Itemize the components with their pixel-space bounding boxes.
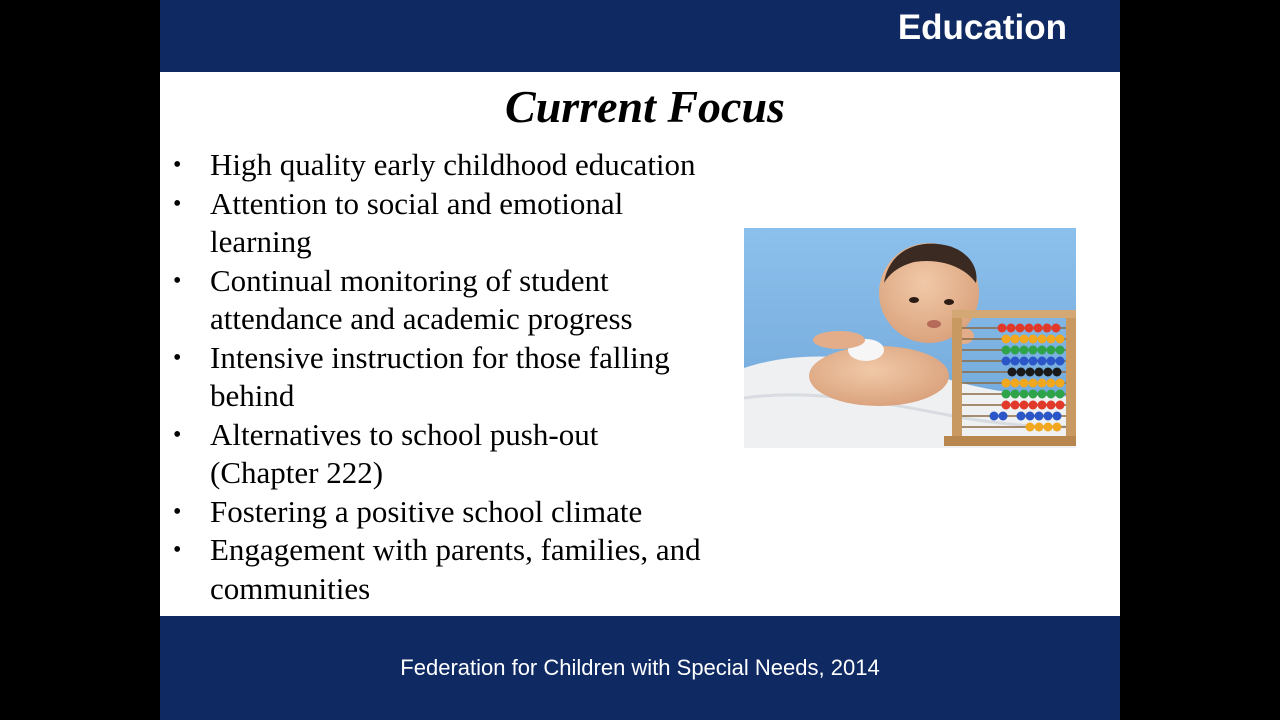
footer-text: Federation for Children with Special Needs, 2014 — [400, 655, 880, 680]
baby-arm — [813, 331, 865, 349]
bullet-text: Engagement with parents, families, and — [210, 532, 701, 567]
abacus-frame-right — [1066, 310, 1076, 442]
bullet-text-continued: (Chapter 222) — [210, 455, 384, 490]
bullet-text: Intensive instruction for those falling — [210, 339, 670, 375]
presentation-slide — [160, 0, 1120, 720]
bullet-icon: • — [173, 537, 182, 563]
bullet-item — [170, 416, 790, 493]
section-title: Education — [897, 8, 1067, 47]
bullet-icon: • — [173, 190, 182, 217]
bullet-item — [170, 146, 790, 185]
bullet-text-continued: learning — [210, 224, 312, 259]
bullet-text-continued: communities — [210, 570, 371, 606]
bullet-item — [170, 262, 790, 339]
bullet-text: Alternatives to school push-out — [210, 416, 599, 452]
bullet-list — [170, 146, 790, 608]
abacus-frame-top — [952, 310, 1076, 318]
abacus-frame-left — [952, 310, 962, 442]
bullet-text-continued: attendance and academic progress — [210, 301, 633, 336]
bullet-text: Attention to social and emotional — [210, 185, 624, 221]
bullet-text: Fostering a positive school climate — [210, 493, 643, 529]
bullet-icon: • — [173, 498, 182, 525]
header-bar — [160, 0, 1120, 72]
bullet-icon: • — [173, 421, 182, 448]
baby-with-abacus-illustration — [744, 228, 1076, 448]
bullet-item — [170, 339, 790, 416]
bullet-icon: • — [173, 152, 182, 178]
bullet-text-continued: behind — [210, 378, 295, 413]
bullet-icon: • — [173, 344, 182, 371]
baby-eye — [944, 299, 954, 305]
bullet-item — [170, 185, 790, 262]
bullet-text: High quality early childhood education — [210, 147, 696, 182]
abacus-base — [944, 436, 1076, 446]
bullet-item — [170, 531, 790, 608]
baby-with-abacus-photo — [744, 228, 1076, 448]
baby-eye — [909, 297, 919, 303]
baby-mouth — [927, 320, 941, 328]
slide-title: Current Focus — [505, 81, 785, 132]
bullet-text: Continual monitoring of student — [210, 262, 609, 298]
bullet-icon: • — [173, 267, 182, 294]
bullet-item — [170, 493, 790, 532]
